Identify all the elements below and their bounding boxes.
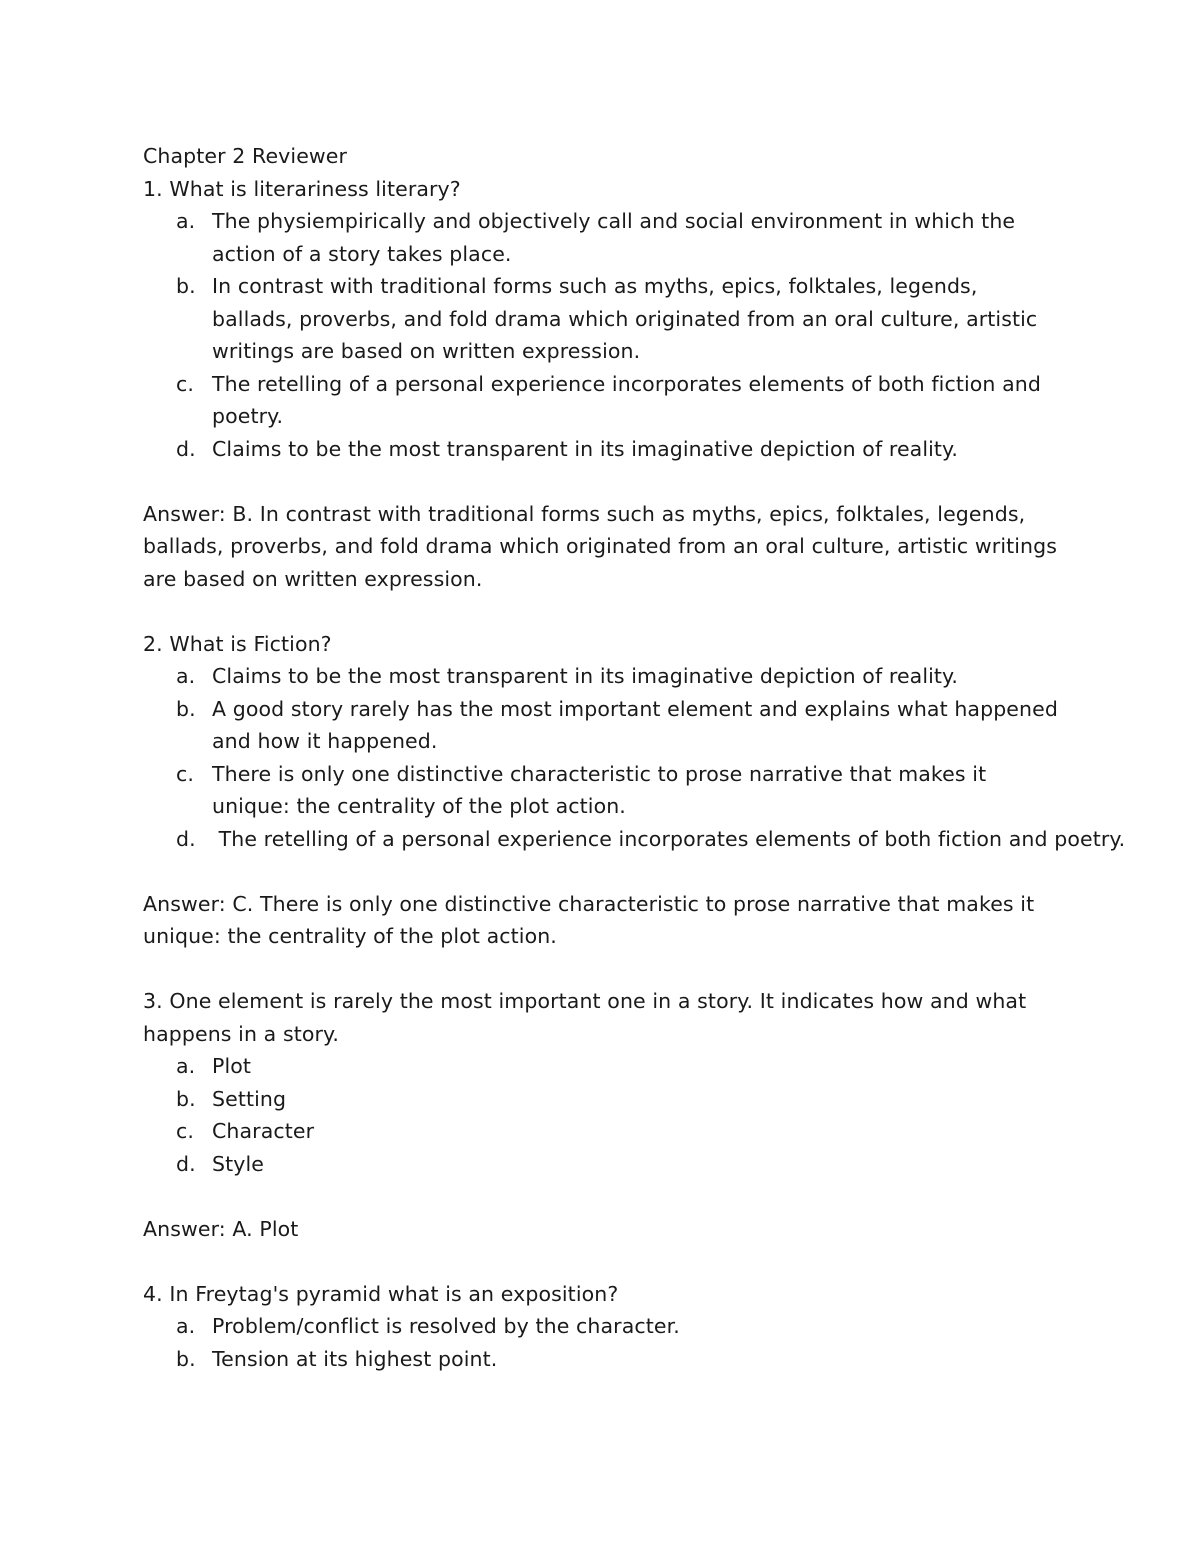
option-text: Setting: [212, 1086, 287, 1111]
option-letter: c.: [176, 1119, 194, 1143]
option-text: Tension at its highest point.: [212, 1346, 498, 1371]
question-4: [143, 1278, 1058, 1376]
answer-text: Answer: C. There is only one distinctive characteristic to prose narrative that makes it unique: the centrality of the plot action.: [143, 891, 1035, 948]
option-letter: b.: [176, 1346, 196, 1371]
option-item: [143, 660, 1058, 693]
question-1: [143, 173, 1058, 596]
option-item: [143, 1050, 1058, 1083]
option-text: The physiempirically and objectively call and social environment in which the action of a story takes place.: [212, 209, 1016, 266]
paragraph-gap: [143, 1180, 1058, 1213]
option-text: The retelling of a personal experience incorporates elements of both fiction and poetry.: [212, 826, 1126, 851]
option-letter: c.: [176, 371, 194, 396]
question-prompt: 1. What is literariness literary?: [143, 176, 461, 201]
option-item: [143, 368, 1058, 433]
option-letter: b.: [176, 1086, 196, 1111]
option-item: [143, 693, 1058, 758]
answer-text: Answer: B. In contrast with traditional forms such as myths, epics, folktales, legends, ballads, proverbs, and fold drama which originated from an oral culture, artistic writings are based on written expression.: [143, 501, 1058, 591]
option-text: There is only one distinctive characteristic to prose narrative that makes it unique: the centrality of the plot action.: [212, 761, 987, 818]
option-item: [143, 433, 1058, 466]
option-list: [143, 1310, 1058, 1375]
option-text: Claims to be the most transparent in its imaginative depiction of reality.: [212, 436, 958, 461]
option-item: [143, 823, 1126, 856]
option-list: [143, 660, 1126, 855]
question-3: [143, 985, 1058, 1245]
document-page: [143, 140, 1126, 1375]
answer-text: Answer: A. Plot: [143, 1216, 299, 1241]
option-item: [143, 758, 1058, 823]
option-letter: a.: [176, 1054, 196, 1078]
option-list: [143, 205, 1058, 465]
paragraph-gap: [143, 595, 1058, 628]
option-item: [143, 205, 1058, 270]
option-text: Plot: [212, 1054, 252, 1078]
paragraph-gap: [143, 1245, 1058, 1278]
option-letter: a.: [176, 209, 196, 233]
option-item: [143, 1310, 1058, 1343]
option-letter: d.: [176, 1151, 196, 1176]
question-2: [143, 628, 1126, 953]
paragraph-gap: [143, 465, 1058, 498]
option-letter: b.: [176, 696, 196, 721]
option-text: Character: [212, 1119, 315, 1143]
option-item: [143, 1343, 1058, 1376]
option-text: Style: [212, 1151, 264, 1176]
option-text: A good story rarely has the most important element and explains what happened and how it happened.: [212, 696, 1058, 753]
paragraph-gap: [143, 953, 1058, 986]
option-text: Problem/conflict is resolved by the character.: [212, 1314, 680, 1338]
option-letter: d.: [176, 826, 196, 851]
option-text: In contrast with traditional forms such as myths, epics, folktales, legends, ballads, proverbs, and fold drama which originated from an oral culture, artistic writings are based on written expression.: [212, 274, 1038, 363]
option-text: Claims to be the most transparent in its imaginative depiction of reality.: [212, 664, 958, 688]
option-letter: a.: [176, 664, 196, 688]
question-prompt: 4. In Freytag's pyramid what is an exposition?: [143, 1281, 619, 1306]
option-text: The retelling of a personal experience incorporates elements of both fiction and poetry.: [212, 371, 1041, 428]
option-item: [143, 1148, 1058, 1181]
option-list: [143, 1050, 1058, 1180]
option-letter: c.: [176, 761, 194, 786]
option-item: [143, 1115, 1058, 1148]
question-prompt: 2. What is Fiction?: [143, 631, 332, 656]
question-prompt: 3. One element is rarely the most important one in a story. It indicates how and what happens in a story.: [143, 989, 1027, 1046]
option-item: [143, 270, 1058, 368]
option-letter: d.: [176, 436, 196, 461]
document-title: Chapter 2 Reviewer: [143, 144, 348, 168]
option-letter: b.: [176, 274, 196, 298]
paragraph-gap: [143, 855, 1058, 888]
option-letter: a.: [176, 1314, 196, 1338]
option-item: [143, 1083, 1058, 1116]
